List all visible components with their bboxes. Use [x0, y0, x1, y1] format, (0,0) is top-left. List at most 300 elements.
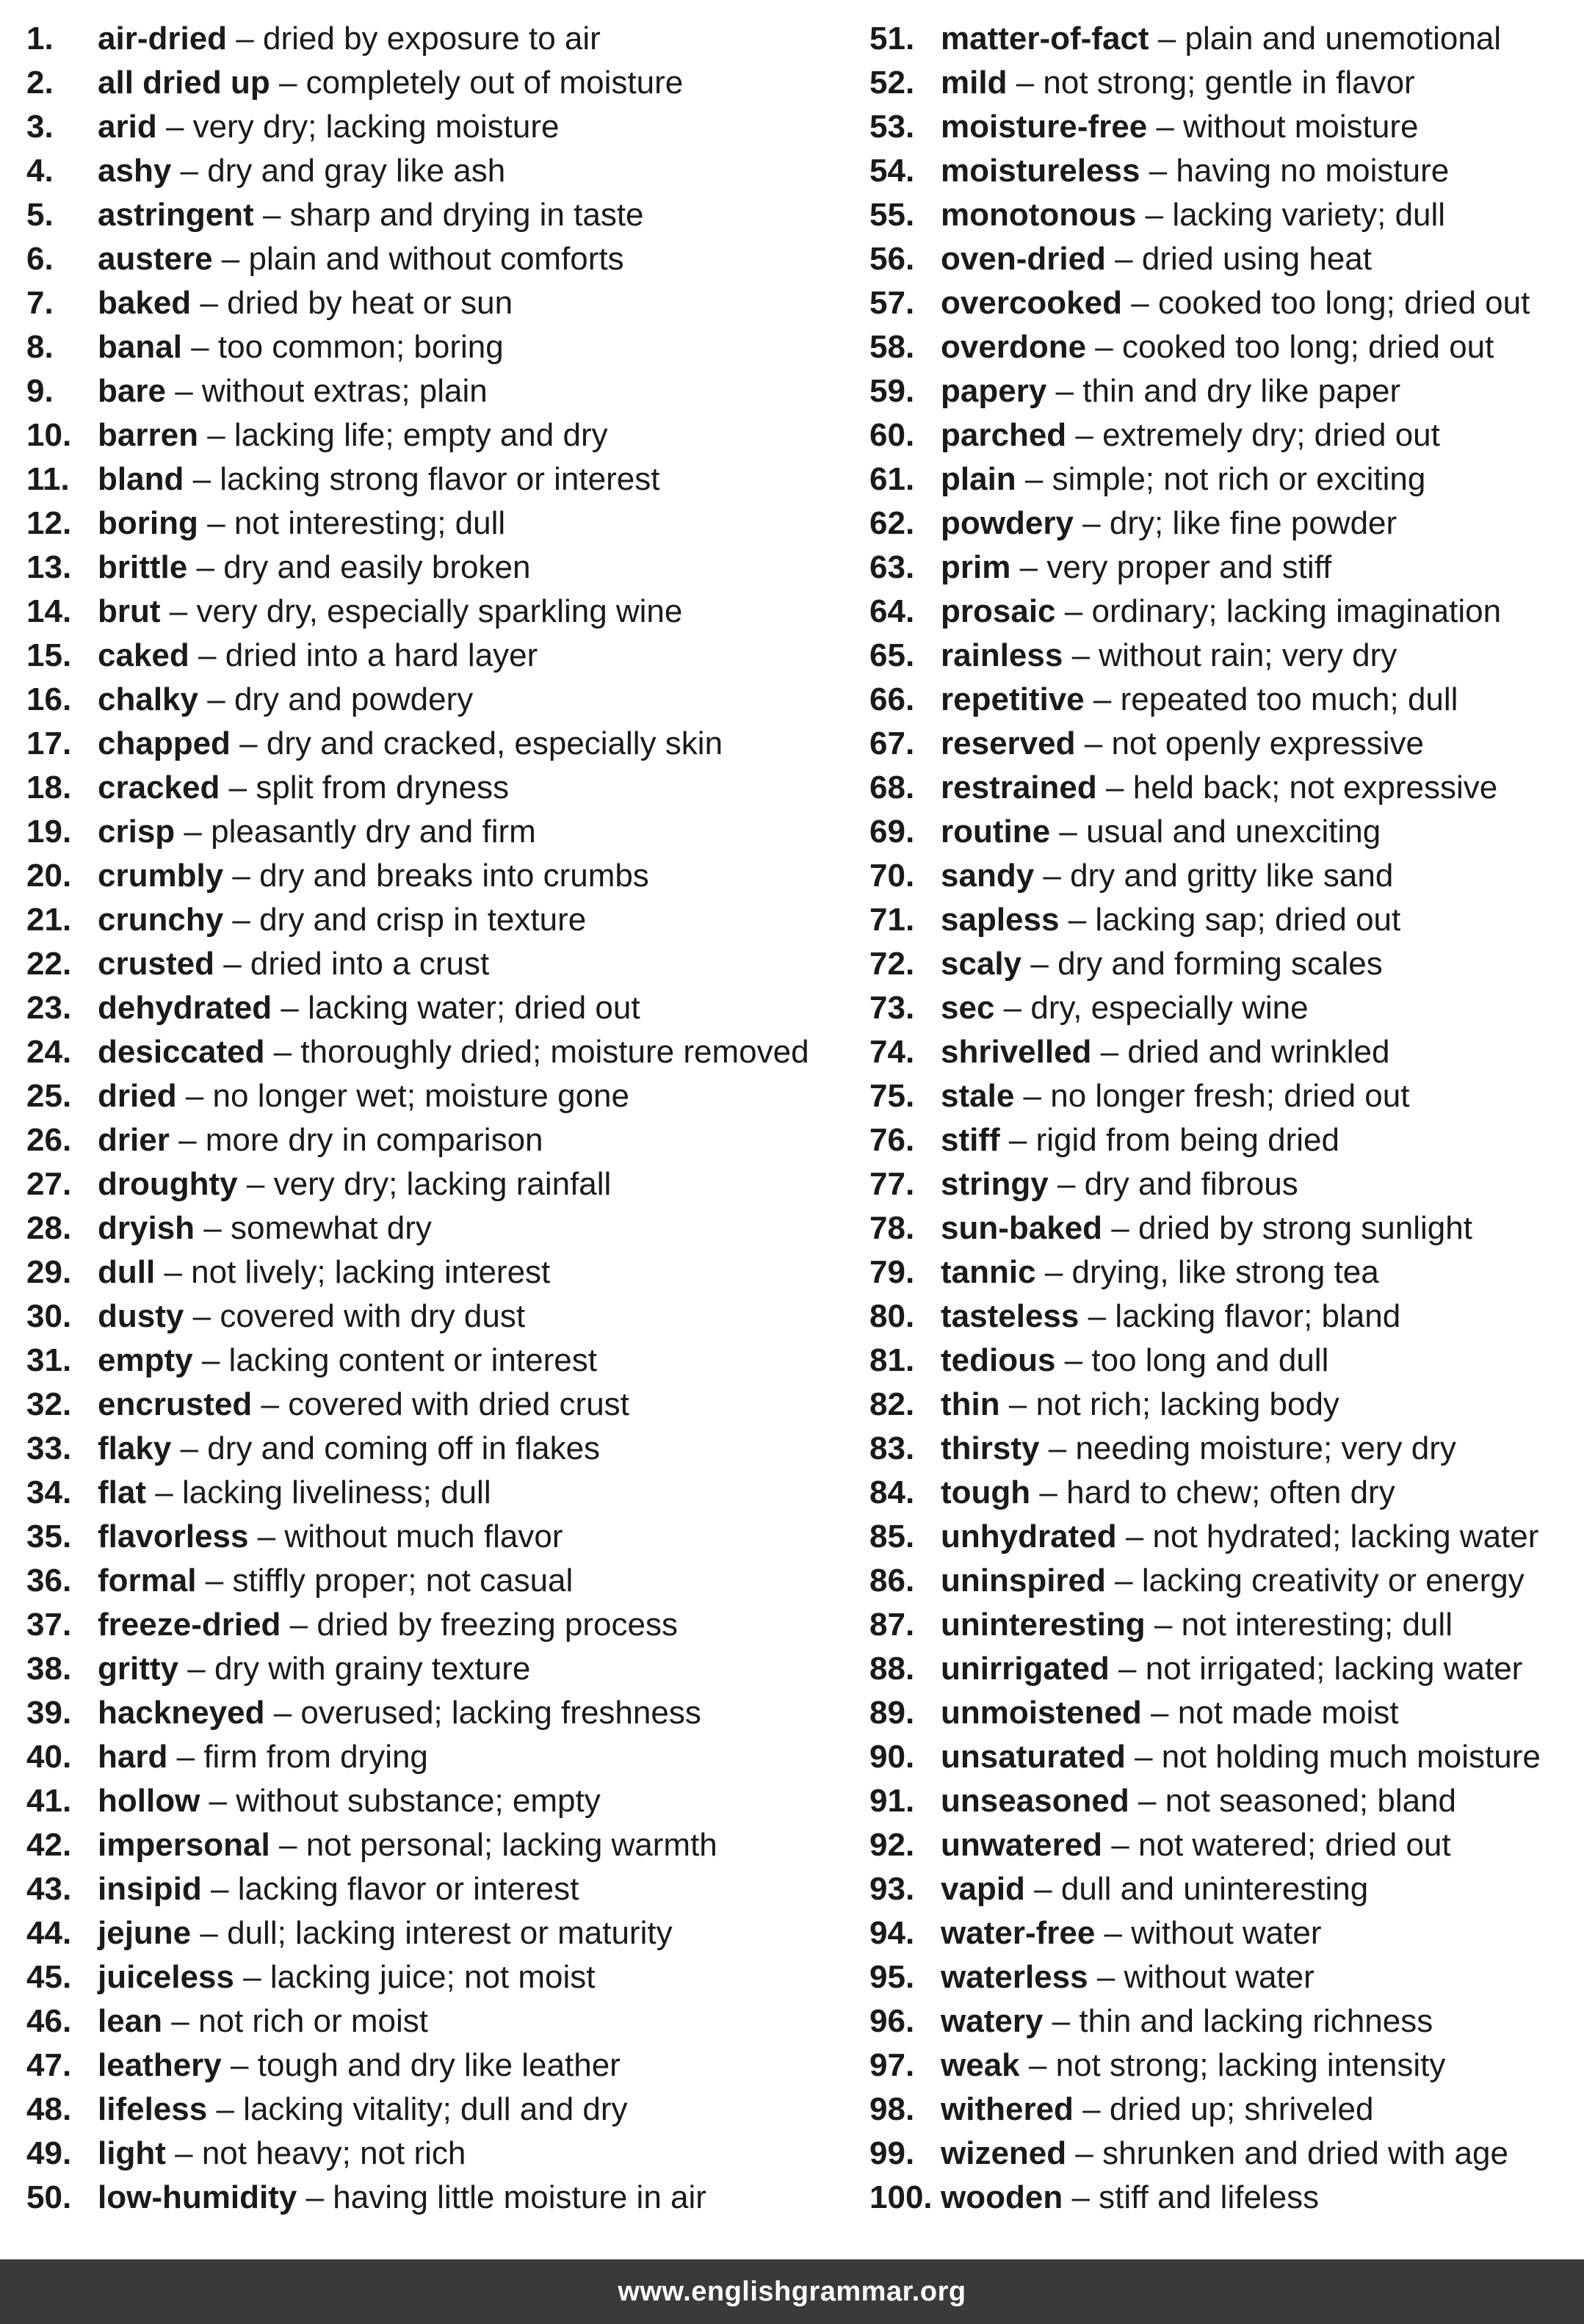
item-text: [941, 986, 1309, 1030]
item-text: [98, 1647, 530, 1691]
item-separator: –: [1151, 1695, 1169, 1731]
item-number: 44.: [26, 1915, 72, 1951]
item-word: encrusted: [98, 1386, 253, 1422]
item-separator: –: [196, 549, 214, 585]
item-definition: very proper and stiff: [1046, 549, 1332, 585]
item-number: 30.: [26, 1298, 72, 1334]
item-word: thirsty: [941, 1430, 1040, 1466]
item-word: oven-dried: [941, 241, 1106, 277]
item-separator: –: [1024, 461, 1044, 497]
item-text: [98, 1911, 673, 1955]
item-separator: –: [221, 241, 240, 277]
item-separator: –: [1111, 1210, 1129, 1246]
item-number: 77.: [869, 1166, 915, 1202]
item-definition: tough and dry like leather: [257, 2047, 621, 2083]
item-definition: cooked too long; dried out: [1157, 285, 1530, 321]
item-text: [98, 281, 513, 325]
item-word: all dried up: [98, 65, 270, 101]
item-text: [941, 1691, 1399, 1735]
item-separator: –: [1157, 21, 1176, 57]
item-number: 25.: [26, 1078, 72, 1114]
item-number: 37.: [26, 1607, 72, 1643]
item-word: sun-baked: [941, 1210, 1103, 1246]
item-word: low-humidity: [98, 2179, 297, 2215]
item-separator: –: [1019, 549, 1038, 585]
item-text: [98, 634, 538, 678]
item-word: dull: [98, 1254, 156, 1290]
item-word: chalky: [98, 681, 198, 717]
item-text: [941, 1471, 1395, 1515]
item-separator: –: [228, 770, 247, 806]
item-word: brittle: [98, 549, 188, 585]
item-word: flat: [98, 1474, 146, 1510]
item-text: [98, 1118, 543, 1162]
item-definition: lacking liveliness; dull: [181, 1474, 491, 1510]
item-text: [98, 2088, 628, 2132]
item-text: [941, 149, 1449, 193]
item-separator: –: [1075, 417, 1093, 453]
item-number: 67.: [869, 725, 915, 761]
item-number: 7.: [26, 285, 54, 321]
item-definition: dry, especially wine: [1030, 990, 1309, 1026]
item-word: weak: [941, 2047, 1020, 2083]
item-definition: lacking water; dried out: [308, 990, 640, 1026]
item-definition: dried by strong sunlight: [1138, 1210, 1472, 1246]
item-number: 27.: [26, 1166, 72, 1202]
item-definition: drying, like strong tea: [1071, 1254, 1379, 1290]
item-separator: –: [1064, 593, 1083, 629]
item-text: [941, 1999, 1433, 2044]
item-definition: dried using heat: [1141, 241, 1372, 277]
item-definition: repeated too much; dull: [1120, 681, 1458, 717]
item-separator: –: [203, 1210, 222, 1246]
item-separator: –: [1030, 946, 1049, 982]
footer-bar: [0, 2259, 1584, 2324]
item-definition: covered with dry dust: [220, 1298, 526, 1334]
item-word: stiff: [941, 1122, 1000, 1158]
item-word: unsaturated: [941, 1739, 1126, 1775]
item-word: bare: [98, 373, 166, 409]
item-number: 80.: [869, 1298, 915, 1334]
item-separator: –: [1059, 814, 1077, 850]
item-word: unhydrated: [941, 1518, 1117, 1554]
item-text: [941, 413, 1440, 457]
item-number: 72.: [869, 946, 915, 982]
item-number: 61.: [869, 461, 915, 497]
item-text: [98, 1339, 597, 1383]
item-separator: –: [192, 461, 211, 497]
item-number: 46.: [26, 2003, 72, 2039]
item-text: [941, 1030, 1389, 1074]
item-number: 100.: [869, 2179, 933, 2215]
item-text: [941, 325, 1494, 369]
item-separator: –: [1115, 241, 1133, 277]
item-separator: –: [1093, 681, 1112, 717]
item-number: 48.: [26, 2091, 72, 2127]
item-number: 92.: [869, 1827, 915, 1863]
item-separator: –: [171, 2003, 189, 2039]
item-number: 12.: [26, 505, 72, 541]
item-number: 79.: [869, 1254, 915, 1290]
item-word: unirrigated: [941, 1651, 1110, 1687]
item-definition: split from dryness: [256, 770, 510, 806]
item-number: 9.: [26, 373, 54, 409]
item-word: mild: [941, 65, 1008, 101]
item-number: 91.: [869, 1783, 915, 1819]
item-separator: –: [201, 1342, 220, 1378]
item-word: stale: [941, 1078, 1015, 1114]
item-text: [98, 1427, 600, 1471]
item-word: austere: [98, 241, 213, 277]
item-word: routine: [941, 814, 1051, 850]
item-word: baked: [98, 285, 192, 321]
item-word: moisture-free: [941, 109, 1148, 145]
item-number: 86.: [869, 1563, 915, 1599]
item-number: 75.: [869, 1078, 915, 1114]
item-separator: –: [1100, 1034, 1119, 1070]
item-number: 15.: [26, 637, 72, 673]
item-number: 93.: [869, 1871, 915, 1907]
item-separator: –: [1106, 770, 1124, 806]
item-number: 16.: [26, 681, 72, 717]
item-word: sandy: [941, 858, 1035, 894]
item-number: 42.: [26, 1827, 72, 1863]
item-definition: not personal; lacking warmth: [305, 1827, 717, 1863]
item-definition: not openly expressive: [1111, 725, 1425, 761]
item-text: [941, 502, 1397, 546]
item-text: [98, 105, 559, 149]
item-number: 54.: [869, 153, 915, 189]
item-separator: –: [175, 373, 193, 409]
item-definition: not lively; lacking interest: [191, 1254, 551, 1290]
item-word: droughty: [98, 1166, 238, 1202]
item-number: 13.: [26, 549, 72, 585]
item-separator: –: [1095, 329, 1113, 365]
item-separator: –: [1068, 902, 1087, 938]
item-definition: not strong; lacking intensity: [1055, 2047, 1446, 2083]
item-text: [941, 1074, 1409, 1118]
item-word: dehydrated: [98, 990, 272, 1026]
item-number: 89.: [869, 1695, 915, 1731]
item-separator: –: [1016, 65, 1035, 101]
item-word: crunchy: [98, 902, 224, 938]
item-separator: –: [1052, 2003, 1071, 2039]
item-separator: –: [184, 814, 202, 850]
item-definition: very dry; lacking moisture: [192, 109, 560, 145]
item-separator: –: [1115, 1563, 1133, 1599]
item-text: [98, 325, 504, 369]
item-separator: –: [211, 1871, 229, 1907]
item-definition: completely out of moisture: [305, 65, 684, 101]
item-text: [941, 722, 1424, 766]
item-definition: very dry; lacking rainfall: [273, 1166, 612, 1202]
item-text: [98, 17, 601, 61]
item-definition: no longer fresh; dried out: [1050, 1078, 1410, 1114]
item-number: 59.: [869, 373, 915, 409]
item-separator: –: [1008, 1386, 1027, 1422]
item-word: banal: [98, 329, 182, 365]
item-separator: –: [1075, 2135, 1093, 2171]
item-word: dusty: [98, 1298, 184, 1334]
item-text: [941, 898, 1400, 942]
item-word: lean: [98, 2003, 163, 2039]
item-definition: lacking strong flavor or interest: [220, 461, 660, 497]
item-word: sec: [941, 990, 995, 1026]
item-text: [941, 1206, 1472, 1250]
item-text: [98, 2176, 706, 2220]
item-separator: –: [1064, 1342, 1083, 1378]
item-definition: cooked too long; dried out: [1122, 329, 1494, 365]
item-number: 97.: [869, 2047, 915, 2083]
item-separator: –: [1044, 1254, 1063, 1290]
item-text: [98, 149, 505, 193]
item-definition: dry; like fine powder: [1109, 505, 1397, 541]
item-word: wooden: [941, 2179, 1063, 2215]
item-separator: –: [207, 505, 225, 541]
item-text: [98, 369, 488, 413]
item-definition: more dry in comparison: [205, 1122, 543, 1158]
item-word: astringent: [98, 197, 254, 233]
item-text: [98, 1955, 596, 1999]
item-word: cracked: [98, 770, 220, 806]
item-number: 74.: [869, 1034, 915, 1070]
item-definition: not interesting; dull: [1181, 1607, 1453, 1643]
item-definition: dry and crisp in texture: [259, 902, 587, 938]
item-separator: –: [1156, 109, 1174, 145]
item-word: bland: [98, 461, 184, 497]
item-separator: –: [257, 1518, 276, 1554]
item-text: [98, 1162, 611, 1206]
item-number: 18.: [26, 770, 72, 806]
item-number: 85.: [869, 1518, 915, 1554]
item-number: 43.: [26, 1871, 72, 1907]
item-definition: lacking creativity or energy: [1141, 1563, 1525, 1599]
item-word: unseasoned: [941, 1783, 1129, 1819]
item-number: 94.: [869, 1915, 915, 1951]
item-word: papery: [941, 373, 1047, 409]
item-text: [98, 546, 530, 590]
item-word: desiccated: [98, 1034, 265, 1070]
item-definition: too common; boring: [217, 329, 504, 365]
item-definition: plain and without comforts: [248, 241, 624, 277]
item-separator: –: [1071, 637, 1091, 673]
item-word: drier: [98, 1122, 170, 1158]
item-definition: lacking flavor; bland: [1115, 1298, 1401, 1334]
footer-website-link[interactable]: www.englishgrammar.org: [618, 2276, 966, 2307]
item-text: [98, 1559, 573, 1603]
item-separator: –: [1028, 2047, 1047, 2083]
item-word: unmoistened: [941, 1695, 1142, 1731]
item-definition: without much flavor: [284, 1518, 563, 1554]
item-text: [941, 105, 1419, 149]
item-word: unwatered: [941, 1827, 1103, 1863]
item-definition: dull; lacking interest or maturity: [227, 1915, 673, 1951]
item-definition: dry and forming scales: [1057, 946, 1383, 982]
item-text: [941, 1162, 1298, 1206]
item-text: [941, 590, 1501, 634]
item-definition: rigid from being dried: [1035, 1122, 1339, 1158]
item-definition: dry and cracked, especially skin: [266, 725, 723, 761]
item-text: [98, 1295, 525, 1339]
item-number: 19.: [26, 814, 72, 850]
item-word: powdery: [941, 505, 1074, 541]
item-text: [98, 1030, 809, 1074]
item-definition: not hydrated; lacking water: [1152, 1518, 1539, 1554]
item-word: tannic: [941, 1254, 1036, 1290]
item-separator: –: [1055, 373, 1074, 409]
item-definition: lacking variety; dull: [1172, 197, 1446, 233]
item-number: 58.: [869, 329, 915, 365]
item-separator: –: [200, 285, 218, 321]
item-text: [941, 457, 1425, 502]
item-separator: –: [192, 1298, 211, 1334]
item-word: shrivelled: [941, 1034, 1092, 1070]
item-definition: dried and wrinkled: [1127, 1034, 1390, 1070]
item-text: [98, 1074, 629, 1118]
item-number: 96.: [869, 2003, 915, 2039]
item-number: 60.: [869, 417, 915, 453]
item-number: 20.: [26, 858, 72, 894]
item-text: [98, 1206, 432, 1250]
item-separator: –: [239, 725, 258, 761]
item-definition: needing moisture; very dry: [1075, 1430, 1456, 1466]
item-definition: not heavy; not rich: [201, 2135, 466, 2171]
item-definition: lacking juice; not moist: [270, 1959, 596, 1995]
word-list: [0, 17, 1584, 2220]
item-word: wizened: [941, 2135, 1067, 2171]
item-separator: –: [1135, 1739, 1153, 1775]
item-separator: –: [1131, 285, 1149, 321]
item-text: [98, 766, 509, 810]
item-separator: –: [187, 1651, 206, 1687]
item-word: leathery: [98, 2047, 222, 2083]
item-number: 52.: [869, 65, 915, 101]
item-separator: –: [205, 1563, 224, 1599]
item-number: 95.: [869, 1959, 915, 1995]
item-separator: –: [305, 2179, 325, 2215]
item-text: [941, 1735, 1541, 1779]
item-number: 26.: [26, 1122, 72, 1158]
item-text: [98, 1250, 550, 1295]
item-word: hollow: [98, 1783, 200, 1819]
item-definition: firm from drying: [203, 1739, 428, 1775]
item-definition: dried into a crust: [250, 946, 490, 982]
item-text: [941, 546, 1331, 590]
item-separator: –: [1111, 1827, 1129, 1863]
item-number: 39.: [26, 1695, 72, 1731]
item-text: [98, 1823, 717, 1867]
item-number: 32.: [26, 1386, 72, 1422]
item-word: arid: [98, 109, 157, 145]
item-definition: having no moisture: [1176, 153, 1450, 189]
item-word: tough: [941, 1474, 1031, 1510]
item-word: jejune: [98, 1915, 192, 1951]
item-word: gritty: [98, 1651, 178, 1687]
item-separator: –: [155, 1474, 173, 1510]
item-text: [941, 854, 1393, 898]
item-text: [941, 281, 1530, 325]
item-word: lifeless: [98, 2091, 208, 2127]
item-word: water-free: [941, 1915, 1096, 1951]
item-text: [98, 1691, 701, 1735]
item-number: 73.: [869, 990, 915, 1026]
item-text: [941, 1383, 1339, 1427]
item-number: 8.: [26, 329, 54, 365]
item-number: 50.: [26, 2179, 72, 2215]
item-word: freeze-dried: [98, 1607, 281, 1643]
item-word: barren: [98, 417, 198, 453]
item-text: [98, 2132, 466, 2176]
item-number: 83.: [869, 1430, 915, 1466]
item-definition: not rich; lacking body: [1035, 1386, 1339, 1422]
item-separator: –: [165, 109, 184, 145]
item-number: 23.: [26, 990, 72, 1026]
item-number: 99.: [869, 2135, 915, 2171]
item-separator: –: [1008, 1122, 1027, 1158]
item-definition: not interesting; dull: [234, 505, 506, 541]
item-separator: –: [191, 329, 209, 365]
item-text: [941, 1427, 1456, 1471]
item-text: [98, 854, 649, 898]
item-word: formal: [98, 1563, 197, 1599]
item-number: 57.: [869, 285, 915, 321]
item-word: tedious: [941, 1342, 1056, 1378]
item-separator: –: [232, 902, 250, 938]
item-separator: –: [1096, 1959, 1115, 1995]
item-word: tasteless: [941, 1298, 1079, 1334]
item-definition: very dry, especially sparkling wine: [196, 593, 683, 629]
item-definition: dry and powdery: [234, 681, 474, 717]
item-word: ashy: [98, 153, 172, 189]
item-text: [98, 61, 683, 105]
item-definition: dried by exposure to air: [263, 21, 601, 57]
item-definition: dry and gray like ash: [207, 153, 506, 189]
item-text: [941, 1250, 1379, 1295]
item-separator: –: [176, 1739, 195, 1775]
item-definition: without moisture: [1183, 109, 1419, 145]
item-number: 17.: [26, 725, 72, 761]
item-definition: stiffly proper; not casual: [232, 1563, 574, 1599]
item-text: [941, 942, 1383, 986]
item-word: hackneyed: [98, 1695, 265, 1731]
item-word: chapped: [98, 725, 231, 761]
item-number: 31.: [26, 1342, 72, 1378]
item-number: 41.: [26, 1783, 72, 1819]
item-separator: –: [232, 858, 250, 894]
item-text: [98, 942, 489, 986]
item-separator: –: [273, 1695, 292, 1731]
item-definition: thin and lacking richness: [1079, 2003, 1433, 2039]
item-text: [98, 193, 644, 237]
item-text: [98, 2044, 621, 2088]
item-word: uninteresting: [941, 1607, 1146, 1643]
item-number: 22.: [26, 946, 72, 982]
item-separator: –: [1149, 153, 1168, 189]
item-separator: –: [262, 197, 281, 233]
item-number: 33.: [26, 1430, 72, 1466]
item-number: 66.: [869, 681, 915, 717]
item-separator: –: [216, 2091, 234, 2127]
item-definition: dried by heat or sun: [227, 285, 513, 321]
item-separator: –: [164, 1254, 182, 1290]
item-word: insipid: [98, 1871, 202, 1907]
item-definition: held back; not expressive: [1132, 770, 1498, 806]
item-definition: dry and easily broken: [223, 549, 531, 585]
item-word: restrained: [941, 770, 1097, 806]
item-definition: dry and gritty like sand: [1070, 858, 1394, 894]
item-text: [941, 1955, 1314, 1999]
item-number: 5.: [26, 197, 54, 233]
